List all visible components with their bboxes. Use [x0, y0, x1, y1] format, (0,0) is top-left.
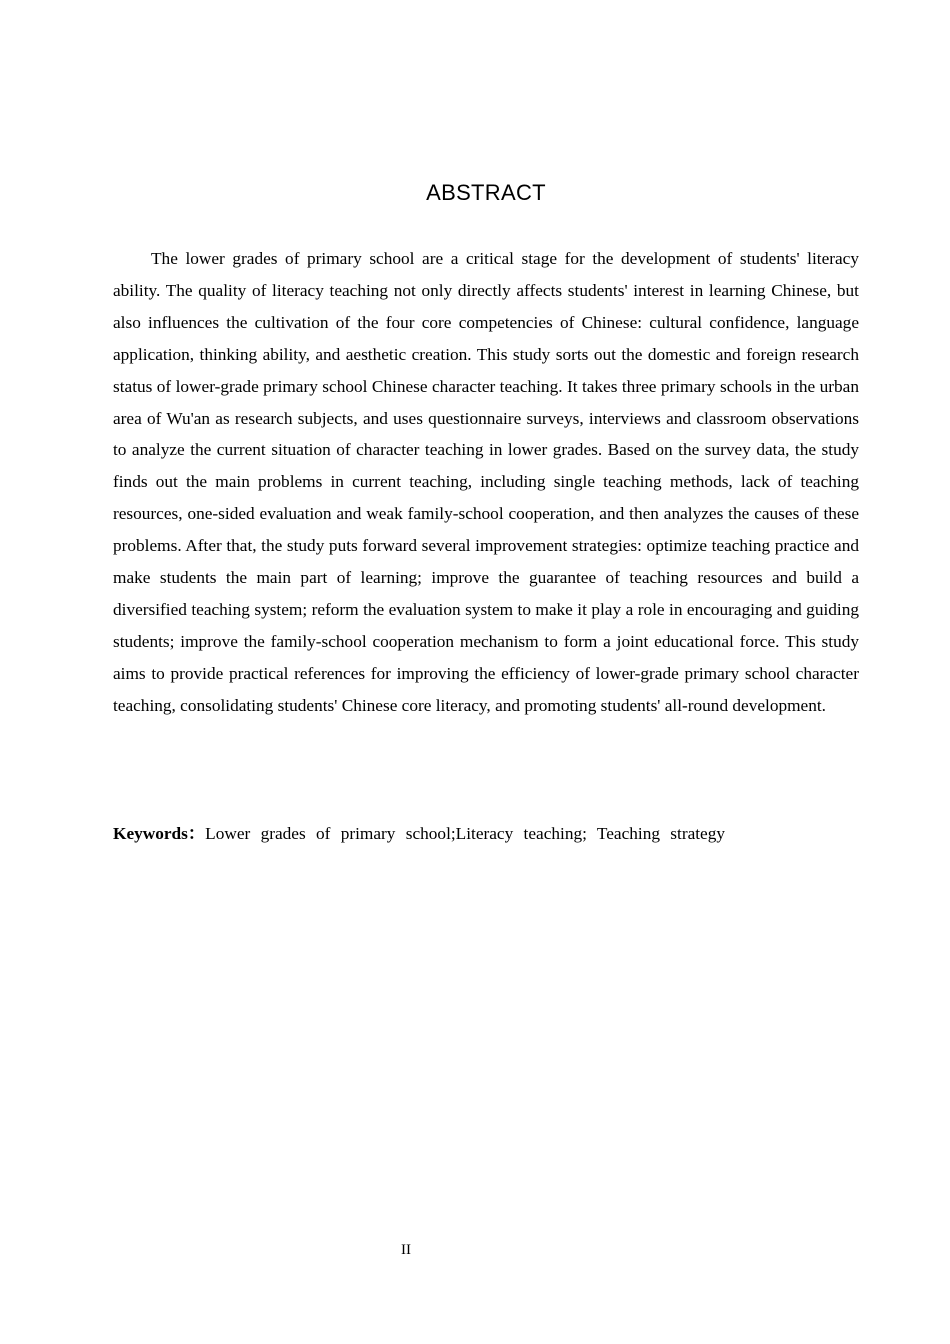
keywords-label: Keywords： [113, 824, 206, 843]
page-number: II [401, 1242, 411, 1258]
abstract-body-text: The lower grades of primary school are a critical stage for the development of students' literacy ability. The quality of literacy teaching not only directly affects students' interest in learning Chinese, but also influences the cultivation of the four core competencies of Chinese: cultural confidence, language application, thinking ability, and aesthetic creation. This study sorts out the domestic and foreign research status of lower-grade primary school Chinese character teaching. It takes three primary schools in the urban area of Wu'an as research subjects, and uses questionnaire surveys, interviews and classroom observations to analyze the current situation of character teaching in lower grades. Based on the survey data, the study finds out the main problems in current teaching, including single teaching methods, lack of teaching resources, one-sided evaluation and weak family-school cooperation, and then analyzes the causes of these problems. After that, the study puts forward several improvement strategies: optimize teaching practice and make students the main part of learning; improve the guarantee of teaching resources and build a diversified teaching system; reform the evaluation system to make it play a role in encouraging and guiding students; improve the family-school cooperation mechanism to form a joint educational force. This study aims to provide practical references for improving the efficiency of lower-grade primary school character teaching, consolidating students' Chinese core literacy, and promoting students' all-round development. [113, 249, 859, 715]
abstract-title: ABSTRACT [426, 180, 546, 205]
keywords-line [113, 818, 859, 850]
keywords-value: Lower grades of primary school;Literacy teaching; Teaching strategy [205, 824, 726, 843]
